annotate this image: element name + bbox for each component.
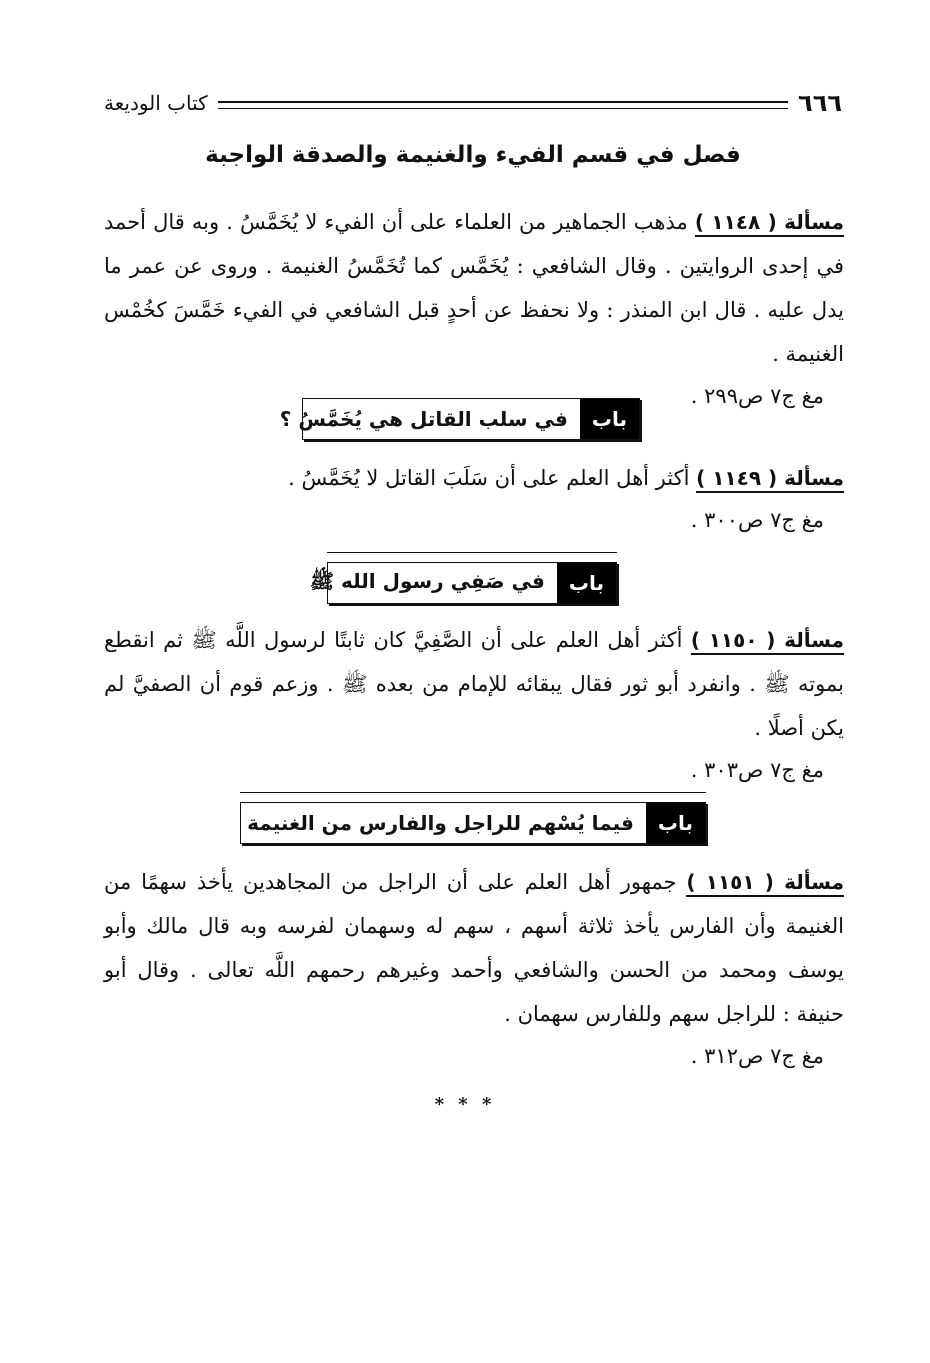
section-overline <box>327 552 617 553</box>
reference: مغ ج٧ ص٢٩٩ . <box>690 384 824 408</box>
section-title: فيما يُسْهم للراجل والفارس من الغنيمة <box>247 811 634 835</box>
running-head <box>104 88 842 118</box>
section-heading-1 <box>279 398 640 440</box>
issue-label: مسألة ( ١١٤٨ ) <box>695 210 844 237</box>
bab-tag: باب <box>646 803 705 843</box>
entry-1151 <box>104 860 844 1076</box>
section-title: في صَفِي رسول الله ﷺ <box>309 568 545 593</box>
reference: مغ ج٧ ص٣١٢ . <box>690 1044 824 1068</box>
reference: مغ ج٧ ص٣٠٣ . <box>690 758 824 782</box>
reference: مغ ج٧ ص٣٠٠ . <box>690 508 824 532</box>
issue-text: جمهور أهل العلم على أن الراجل من المجاهدين يأخذ سهمًا من الغنيمة وأن الفارس يأخذ ثلاثة أسهم ، سهم له وسهمان لفرسه وبه قال مالك وأبو يوسف ومحمد من الحسن والشافعي وأحمد وغيرهم رحمهم اللَّه تعالى . وقال أبو حنيفة : للراجل سهم وللفارس سهمان . <box>104 870 844 1026</box>
chapter-title: فصل في قسم الفيء والغنيمة والصدقة الواجبة <box>205 142 741 168</box>
entry-paragraph <box>104 618 844 750</box>
header-rule <box>218 101 788 109</box>
bab-tag: باب <box>557 563 616 603</box>
section-title: في سلب القاتل هي يُخَمَّسُ ؟ <box>279 407 568 431</box>
book-title: كتاب الوديعة <box>104 91 208 115</box>
issue-text: أكثر أهل العلم على أن سَلَبَ القاتل لا يُخَمَّسُ . <box>288 466 690 490</box>
entry-paragraph <box>104 200 844 376</box>
entry-1148 <box>104 200 844 416</box>
section-heading-2 <box>309 562 617 604</box>
issue-text: مذهب الجماهير من العلماء على أن الفيء لا يُخَمَّسُ . وبه قال أحمد في إحدى الروايتين . وقال الشافعي : يُخَمَّس كما تُخَمَّسُ الغنيمة . وروى عن عمر ما يدل عليه . قال ابن المنذر : ولا نحفظ عن أحدٍ قبل الشافعي في الفيء خَمَّسَ كخُمْس الغنيمة . <box>104 210 844 366</box>
section-overline <box>240 792 706 793</box>
page-number: ٦٦٦ <box>798 89 842 117</box>
entry-1149 <box>104 456 844 540</box>
issue-label: مسألة ( ١١٥٠ ) <box>691 628 844 655</box>
end-asterisks: * * * <box>434 1094 496 1115</box>
issue-label: مسألة ( ١١٤٩ ) <box>696 466 844 493</box>
entry-1150 <box>104 618 844 790</box>
entry-paragraph <box>104 456 844 500</box>
entry-paragraph <box>104 860 844 1036</box>
bab-tag: باب <box>580 399 639 439</box>
section-heading-3 <box>240 802 706 844</box>
issue-label: مسألة ( ١١٥١ ) <box>686 870 844 897</box>
issue-text: أكثر أهل العلم على أن الصَّفِيَّ كان ثابتًا لرسول اللَّه ﷺ ثم انقطع بموته ﷺ . وانفرد أبو ثور فقال يبقائه للإمام من بعده ﷺ . وزعم قوم أن الصفيَّ لم يكن أصلًا . <box>104 628 844 740</box>
